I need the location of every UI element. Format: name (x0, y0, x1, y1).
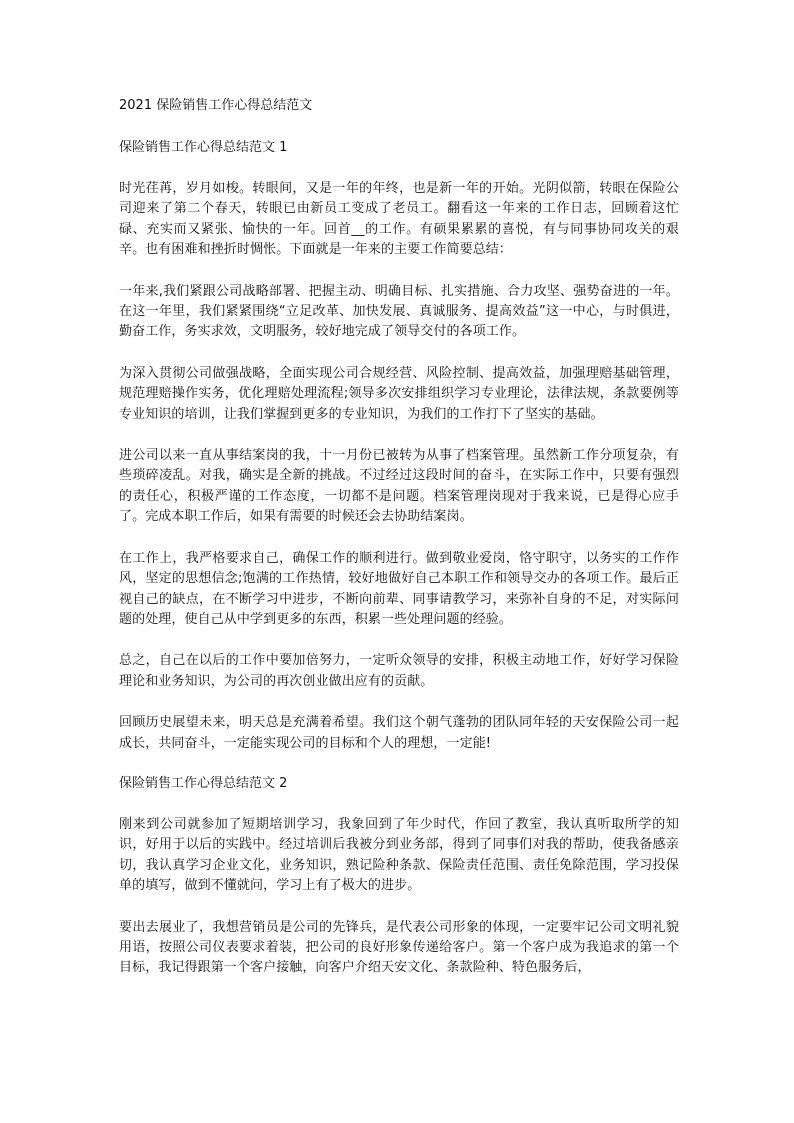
paragraph: 要出去展业了，我想营销员是公司的先锋兵，是代表公司形象的体现，一定要牢记公司文明礼貌用语，按照公司仪表要求着装，把公司的良好形象传递给客户。第一个客户成为我追求的第一个目标，我记得跟第一个客户接触，向客户介绍天安文化、条款险种、特色服务后， (119, 919, 679, 976)
paragraph: 在工作上，我严格要求自己，确保工作的顺利进行。做到敬业爱岗，恪守职守，以务实的工作作风，坚定的思想信念;饱满的工作热情，较好地做好自己本职工作和领导交办的各项工作。最后正视自己的缺点，在不断学习中进步，不断向前辈、同事请教学习，来弥补自身的不足，对实际问题的处理，使自己从中学到更多的东西，积累一些处理问题的经验。 (119, 550, 679, 627)
paragraph: 为深入贯彻公司做强战略，全面实现公司合规经营、风险控制、提高效益，加强理赔基础管理，规范理赔操作实务，优化理赔处理流程;领导多次安排组织学习专业理论，法律法规，条款要例等专业知识的培训，让我们掌握到更多的专业知识，为我们的工作打下了坚实的基础。 (119, 365, 679, 422)
paragraph: 刚来到公司就参加了短期培训学习，我象回到了年少时代，作回了教室，我认真听取所学的知识，好用于以后的实践中。经过培训后我被分到业务部，得到了同事们对我的帮助，使我备感亲切，我认真学习企业文化，业务知识，熟记险种条款、保险责任范围、责任免除范围，学习投保单的填写，做到不懂就问，学习上有了极大的进步。 (119, 816, 679, 894)
section-heading-2: 保险销售工作心得总结范文 2 (119, 775, 288, 791)
paragraph: 回顾历史展望未来，明天总是充满着希望。我们这个朝气蓬勃的团队同年轻的天安保险公司一起成长，共同奋斗，一定能实现公司的目标和个人的理想，一定能! (119, 715, 679, 751)
paragraph: 时光荏苒，岁月如梭。转眼间，又是一年的年终，也是新一年的开始。光阴似箭，转眼在保险公司迎来了第二个春天，转眼已由新员工变成了老员工。翻看这一年来的工作日志，回顾着这忙碌、充实而又紧张、愉快的一年。回首__的工作。有硕果累累的喜悦，有与同事协同攻关的艰辛。也有困难和挫折时惆怅。下面就是一年来的主要工作简要总结： (119, 181, 679, 258)
paragraph: 一年来,我们紧跟公司战略部署、把握主动、明确目标、扎实措施、合力攻坚、强势奋进的一年。在这一年里，我们紧紧围绕“立足改革、加快发展、真诚服务、提高效益”这一中心，与时俱进，勤奋工作，务实求效，文明服务，较好地完成了领导交付的各项工作。 (119, 283, 679, 340)
paragraph: 进公司以来一直从事结案岗的我，十一月份已被转为从事了档案管理。虽然新工作分项复杂，有些琐碎凌乱。对我，确实是全新的挑战。不过经过这段时间的奋斗，在实际工作中，只要有强烈的责任心，积极严谨的工作态度，一切都不是问题。档案管理岗现对于我来说，已是得心应手了。完成本职工作后，如果有需要的时候还会去协助结案岗。 (119, 448, 679, 525)
paragraph: 总之，自己在以后的工作中要加倍努力，一定听众领导的安排，积极主动地工作，好好学习保险理论和业务知识，为公司的再次创业做出应有的贡献。 (119, 653, 679, 689)
document-title: 2021 保险销售工作心得总结范文 (119, 98, 313, 113)
document-page (119, 96, 679, 1000)
section-heading-1: 保险销售工作心得总结范文 1 (119, 140, 288, 155)
